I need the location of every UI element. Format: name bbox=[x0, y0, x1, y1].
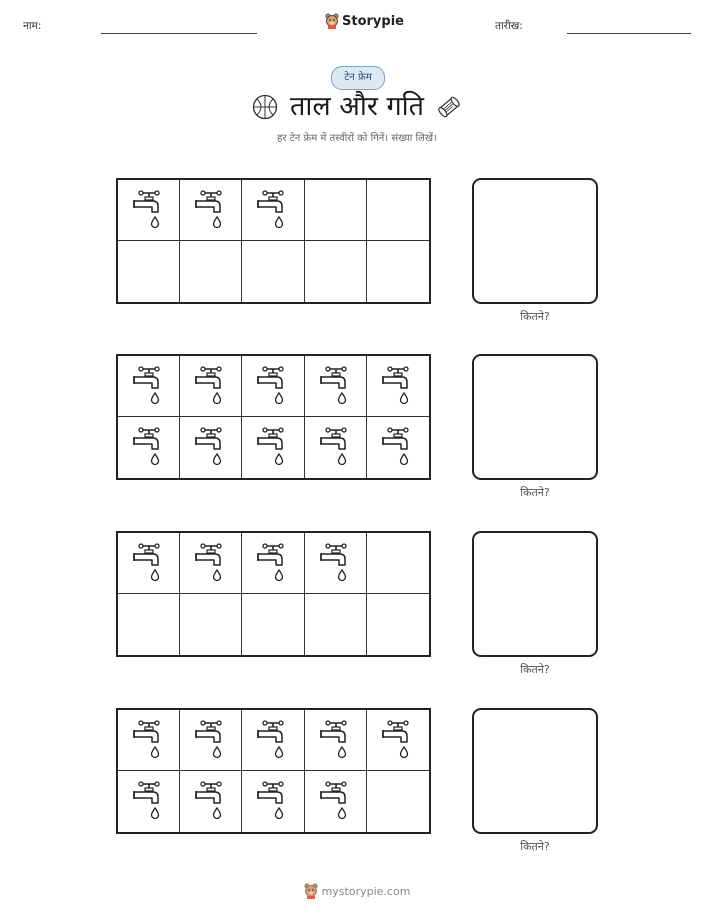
water-tap-icon bbox=[318, 364, 354, 414]
ten-frame bbox=[116, 354, 431, 480]
ten-frame-cell bbox=[180, 533, 242, 594]
ten-frame-cell bbox=[367, 710, 429, 771]
ten-frame-cell bbox=[180, 417, 242, 478]
answer-label: कितने? bbox=[520, 840, 550, 853]
ten-frame-cell bbox=[118, 710, 180, 771]
ten-frame-cell bbox=[180, 356, 242, 417]
water-tap-icon bbox=[131, 779, 167, 829]
ten-frame-cell bbox=[118, 241, 180, 302]
water-tap-icon bbox=[131, 718, 167, 768]
topic-badge: टेन फ्रेम bbox=[331, 66, 385, 90]
ten-frame-cell bbox=[242, 180, 304, 241]
ten-frame-cell bbox=[180, 771, 242, 832]
brand-name: Storypie bbox=[342, 13, 404, 29]
ten-frame-cell bbox=[180, 710, 242, 771]
name-label: नाम: bbox=[23, 20, 42, 32]
ten-frame-cell bbox=[118, 771, 180, 832]
ten-frame-cell bbox=[180, 594, 242, 655]
answer-box[interactable] bbox=[472, 531, 598, 657]
water-tap-icon bbox=[131, 364, 167, 414]
bear-logo-icon bbox=[325, 13, 339, 29]
water-tap-icon bbox=[380, 364, 416, 414]
answer-label: कितने? bbox=[520, 310, 550, 323]
ten-frame-cell bbox=[367, 533, 429, 594]
ten-frame-cell bbox=[242, 533, 304, 594]
water-tap-icon bbox=[255, 364, 291, 414]
ten-frame-cell bbox=[305, 594, 367, 655]
water-tap-icon bbox=[193, 541, 229, 591]
ten-frame-cell bbox=[367, 417, 429, 478]
water-tap-icon bbox=[380, 718, 416, 768]
water-tap-icon bbox=[255, 541, 291, 591]
ten-frame-cell bbox=[242, 594, 304, 655]
water-tap-icon bbox=[193, 364, 229, 414]
water-tap-icon bbox=[193, 779, 229, 829]
name-line[interactable] bbox=[101, 33, 257, 34]
water-tap-icon bbox=[255, 779, 291, 829]
ten-frame-cell bbox=[367, 356, 429, 417]
ten-frame-cell bbox=[118, 417, 180, 478]
date-label: तारीख: bbox=[495, 20, 523, 32]
answer-box[interactable] bbox=[472, 354, 598, 480]
date-line[interactable] bbox=[567, 33, 691, 34]
water-tap-icon bbox=[193, 188, 229, 238]
ten-frame-cell bbox=[180, 180, 242, 241]
answer-label: कितने? bbox=[520, 486, 550, 499]
bear-logo-icon bbox=[304, 883, 318, 899]
footer bbox=[0, 883, 714, 899]
water-tap-icon bbox=[318, 779, 354, 829]
water-tap-icon bbox=[131, 188, 167, 238]
ten-frame-cell bbox=[367, 771, 429, 832]
water-tap-icon bbox=[131, 541, 167, 591]
water-tap-icon bbox=[193, 718, 229, 768]
water-tap-icon bbox=[318, 541, 354, 591]
ten-frame-cell bbox=[367, 594, 429, 655]
ten-frame-cell bbox=[242, 710, 304, 771]
scroll-icon bbox=[435, 93, 463, 121]
water-tap-icon bbox=[318, 425, 354, 475]
ten-frame bbox=[116, 531, 431, 657]
ten-frame-cell bbox=[305, 533, 367, 594]
answer-box[interactable] bbox=[472, 178, 598, 304]
footer-url[interactable]: mystorypie.com bbox=[321, 884, 411, 898]
ten-frame bbox=[116, 708, 431, 834]
page-title: ताल और गति bbox=[289, 91, 425, 122]
ten-frame-cell bbox=[305, 180, 367, 241]
ten-frame-cell bbox=[305, 771, 367, 832]
ten-frame-cell bbox=[242, 356, 304, 417]
water-tap-icon bbox=[255, 718, 291, 768]
ten-frame-cell bbox=[118, 533, 180, 594]
ten-frame-cell bbox=[118, 356, 180, 417]
ten-frame-cell bbox=[367, 180, 429, 241]
ten-frame-cell bbox=[118, 180, 180, 241]
ten-frame-cell bbox=[367, 241, 429, 302]
ten-frame-cell bbox=[305, 356, 367, 417]
ten-frame bbox=[116, 178, 431, 304]
brand-logo bbox=[325, 13, 404, 29]
answer-box[interactable] bbox=[472, 708, 598, 834]
ten-frame-cell bbox=[305, 241, 367, 302]
instructions: हर टेन फ्रेम में तस्वीरों को गिनें। संख्या लिखें। bbox=[277, 133, 437, 144]
answer-label: कितने? bbox=[520, 663, 550, 676]
water-tap-icon bbox=[380, 425, 416, 475]
ten-frame-cell bbox=[242, 241, 304, 302]
ten-frame-cell bbox=[118, 594, 180, 655]
water-tap-icon bbox=[255, 425, 291, 475]
water-tap-icon bbox=[193, 425, 229, 475]
ten-frame-cell bbox=[180, 241, 242, 302]
water-tap-icon bbox=[255, 188, 291, 238]
ten-frame-cell bbox=[242, 771, 304, 832]
water-tap-icon bbox=[131, 425, 167, 475]
water-tap-icon bbox=[318, 718, 354, 768]
ten-frame-cell bbox=[305, 417, 367, 478]
ten-frame-cell bbox=[305, 710, 367, 771]
ten-frame-cell bbox=[242, 417, 304, 478]
